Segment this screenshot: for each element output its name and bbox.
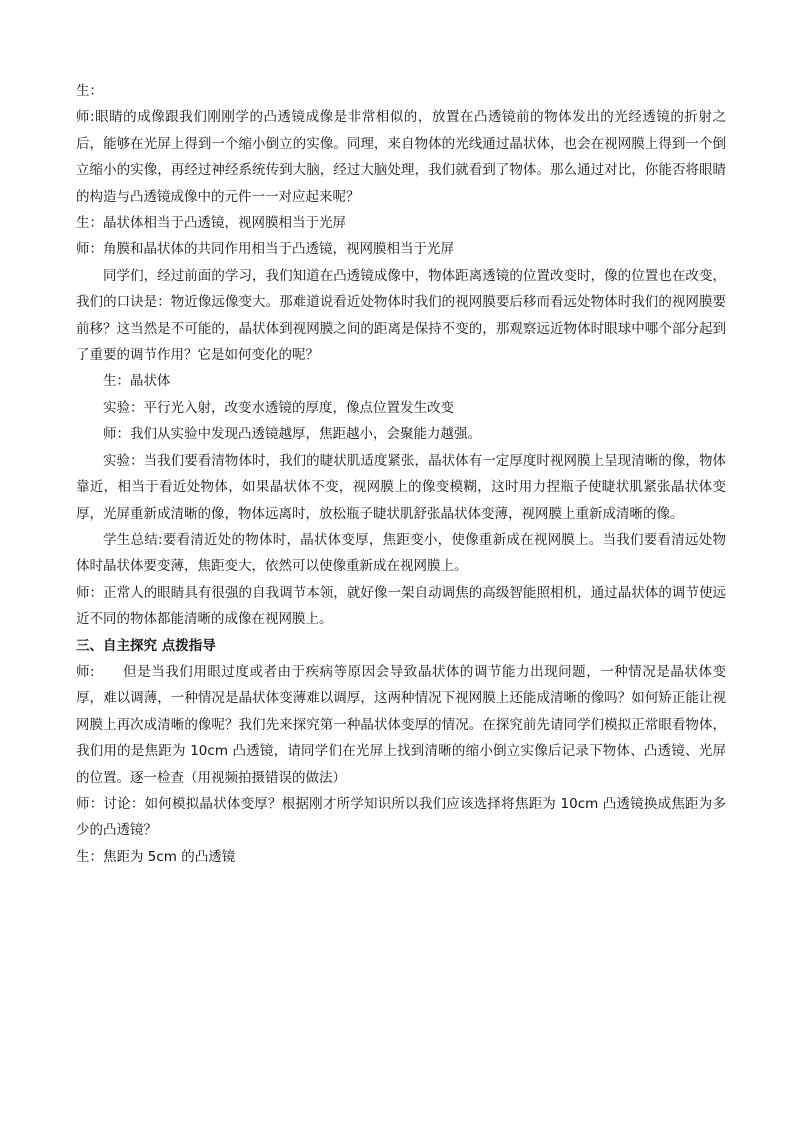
paragraph-3: 生：晶状体相当于凸透镜，视网膜相当于光屏 <box>76 215 346 232</box>
paragraph-7: 实验：平行光入射，改变水透镜的厚度，像点位置发生改变 <box>103 399 454 416</box>
paragraph-8: 师：我们从实验中发现凸透镜越厚，焦距越小，会聚能力越强。 <box>103 426 481 443</box>
paragraph-10: 学生总结:要看清近处的物体时，晶状体变厚，焦距变小，使像重新成在视网膜上。当我们要看清远处物体时晶状体要变薄，焦距变大，依然可以使像重新成在视网膜上。 <box>76 531 726 575</box>
paragraph-11: 师：正常人的眼睛具有很强的自我调节本领，就好像一架自动调焦的高级智能照相机，通过晶状体的调节使远近不同的物体都能清晰的成像在视网膜上。 <box>76 584 726 628</box>
paragraph-6: 生：晶状体 <box>103 373 171 390</box>
paragraph-13: 师: 但是当我们用眼过度或者由于疾病等原因会导致晶状体的调节能力出现问题，一种情况是晶状体变厚，难以调薄，一种情况是晶状体变薄难以调厚，这两种情况下视网膜上还能成清晰的像吗？如何矫正能让视网膜上再次成清晰的像呢？我们先来探究第一种晶状体变厚的情况。在探究前先请同学们模拟正常眼看物体，我们用的是焦距为 10cm 凸透镜，请同学们在光屏上找到清晰的缩小倒立实像后记录下物体、凸透镜、光屏的位置。逐一检查（用视频拍摄错误的做法） <box>76 663 726 786</box>
paragraph-4: 师：角膜和晶状体的共同作用相当于凸透镜，视网膜相当于光屏 <box>76 241 454 258</box>
paragraph-2: 师:眼睛的成像跟我们刚刚学的凸透镜成像是非常相似的，放置在凸透镜前的物体发出的光经透镜的折射之后，能够在光屏上得到一个缩小倒立的实像。同理，来自物体的光线通过晶状体，也会在视网膜上得到一个倒立缩小的实像，再经过神经系统传到大脑，经过大脑处理，我们就看到了物体。那么通过对比，你能否将眼睛的构造与凸透镜成像中的元件一一对应起来呢？ <box>76 109 726 205</box>
paragraph-1: 生： <box>76 83 103 99</box>
paragraph-9: 实验：当我们要看清物体时，我们的睫状肌适度紧张，晶状体有一定厚度时视网膜上呈现清晰的像，物体靠近，相当于看近处物体，如果晶状体不变，视网膜上的像变模糊，这时用力捏瓶子使睫状肌紧张晶状体变厚，光屏重新成清晰的像，物体远离时，放松瓶子睫状肌舒张晶状体变薄，视网膜上重新成清晰的像。 <box>76 452 726 522</box>
paragraph-15: 生：焦距为 5cm 的凸透镜 <box>76 848 236 865</box>
paragraph-5: 同学们，经过前面的学习，我们知道在凸透镜成像中，物体距离透镜的位置改变时，像的位置也在改变，我们的口诀是：物近像远像变大。那难道说看近处物体时我们的视网膜要后移而看远处物体时我们的视网膜要前移？这当然是不可能的，晶状体到视网膜之间的距离是保持不变的，那观察远近物体时眼球中哪个部分起到了重要的调节作用？它是如何变化的呢？ <box>76 267 726 364</box>
document-page <box>76 78 726 870</box>
section-heading: 三、自主探究 点拨指导 <box>76 637 216 654</box>
paragraph-14: 师：讨论：如何模拟晶状体变厚？根据刚才所学知识所以我们应该选择将焦距为 10cm 凸透镜换成焦距为多少的凸透镜？ <box>76 795 726 839</box>
